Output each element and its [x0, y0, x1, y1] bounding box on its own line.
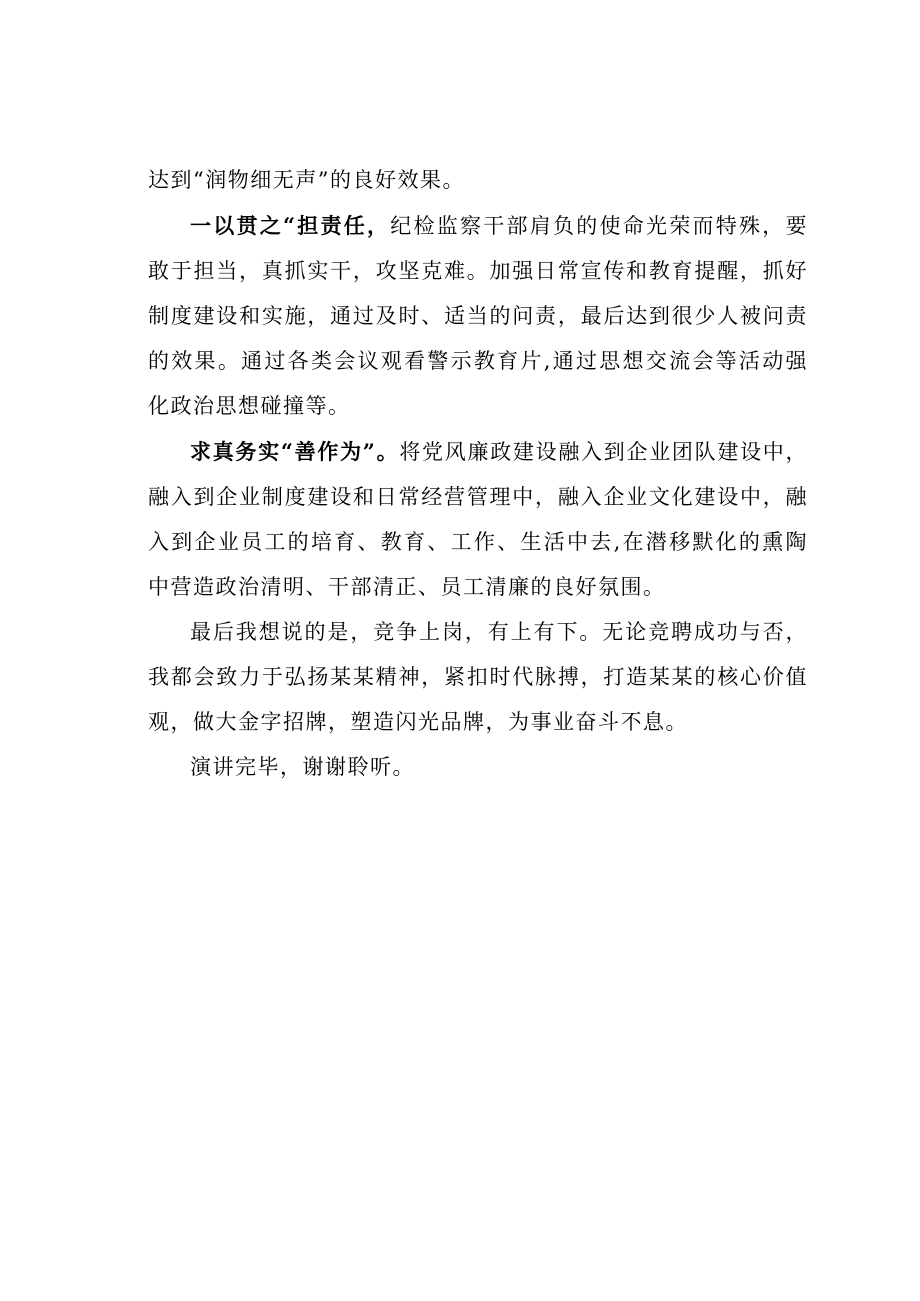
- paragraph-text: 纪检监察干部肩负的使命光荣而特殊，要敢于担当，真抓实干，攻坚克难。加强日常宣传和教育提醒，抓好制度建设和实施，通过及时、适当的问责，最后达到很少人被问责的效果。通过各类会议观看警示教育片,通过思想交流会等活动强化政治思想碰撞等。: [148, 214, 808, 418]
- document-page: [148, 158, 808, 790]
- paragraph-heading: 求真务实“善作为”。: [190, 439, 400, 464]
- paragraph-text: 最后我想说的是，竞争上岗，有上有下。无论竞聘成功与否，我都会致力于弘扬某某精神，紧扣时代脉搏，打造某某的核心价值观，做大金字招牌，塑造闪光品牌，为事业奋斗不息。: [148, 620, 808, 734]
- paragraph-action: [148, 429, 808, 610]
- paragraph-responsibility: [148, 203, 808, 429]
- paragraph-continuation: [148, 158, 808, 203]
- paragraph-text: 达到“润物细无声”的良好效果。: [148, 168, 465, 192]
- paragraph-closing: [148, 610, 808, 745]
- paragraph-thanks: [148, 745, 808, 790]
- paragraph-text: 将党风廉政建设融入到企业团队建设中，融入到企业制度建设和日常经营管理中，融入企业文化建设中，融入到企业员工的培育、教育、工作、生活中去,在潜移默化的熏陶中营造政治清明、干部清正、员工清廉的良好氛围。: [148, 440, 808, 599]
- paragraph-heading: 一以贯之“担责任，: [190, 213, 391, 238]
- paragraph-text: 演讲完毕，谢谢聆听。: [190, 755, 415, 779]
